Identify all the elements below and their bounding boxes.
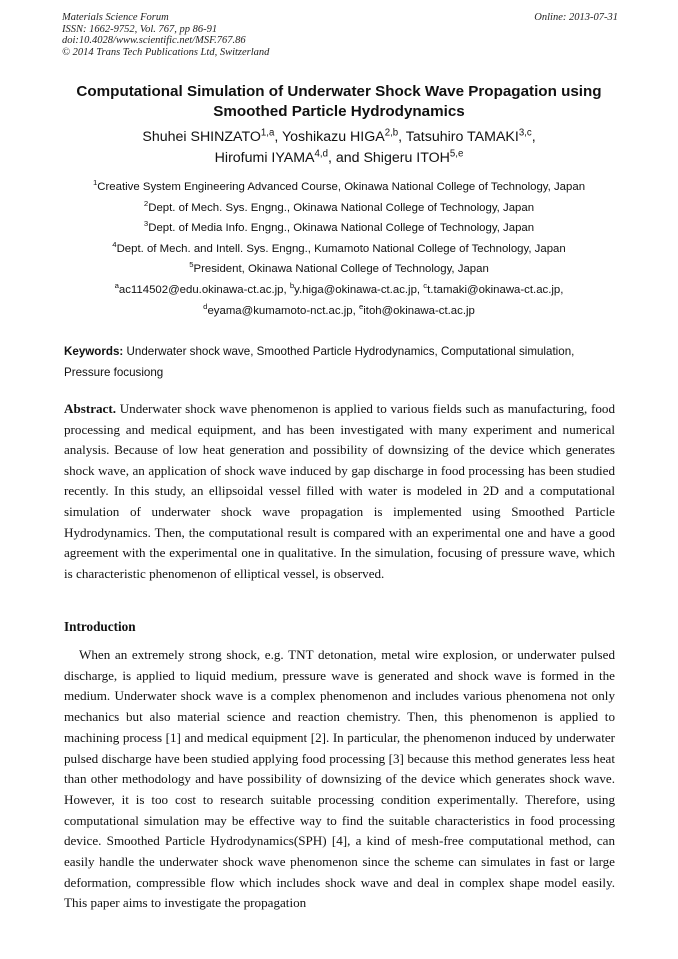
keywords-block [64, 342, 616, 383]
introduction-heading: Introduction [64, 619, 136, 634]
affiliation-text: President, Okinawa National College of Technology, Japan [193, 263, 489, 276]
abstract-label: Abstract. [64, 401, 116, 416]
journal-issn: ISSN: 1662-9752, Vol. 767, pp 86-91 [62, 23, 218, 35]
email-line-1 [40, 280, 638, 301]
author-name: Shigeru ITOH [363, 150, 450, 166]
affiliation-sup: 5 [189, 260, 194, 270]
title-line-1: Computational Simulation of Underwater Shock Wave Propagation using [76, 83, 602, 100]
email-address: ac114502@edu.okinawa-ct.ac.jp, [118, 283, 287, 296]
email-address: t.tamaki@okinawa-ct.ac.jp, [427, 283, 564, 296]
author-list [40, 127, 638, 169]
affiliation-sup: 2 [143, 198, 149, 208]
email-sup: c [423, 281, 428, 291]
email-sup: d [203, 301, 208, 311]
author-sup: 2,b [384, 127, 399, 139]
affiliation-text: Dept. of Mech. and Intell. Sys. Engng., Kumamoto National College of Technology, Japan [116, 242, 566, 255]
affiliation-text: Creative System Engineering Advanced Course, Okinawa National College of Technology, Japan [97, 181, 586, 193]
affiliation-sup: 3 [143, 219, 149, 229]
author-line-2: Hirofumi IYAMA$^{4,d}$, and Shigeru ITOH$^{5,e}$ [214, 148, 464, 166]
journal-header [62, 12, 618, 58]
author-name: Hirofumi IYAMA [214, 150, 315, 166]
affiliation-line [40, 239, 638, 260]
journal-name: Materials Science Forum [62, 12, 169, 23]
paper-title [40, 82, 638, 122]
abstract-text: Underwater shock wave phenomenon is applied to various fields such as manufacturing, food processing and medical equipment, and has been investigated with many experiment and numerical analysis. Because of low heat generation and possibility of downsizing of the device which generates shock wave, an application of shock wave induced by gap discharge in food processing has been studied recently. In this study, an ellipsoidal vessel filled with water is modeled in 2D and a computational simulation of underwater shock wave propagation is implemented using Smoothed Particle Hydrodynamics. Then, the computational result is compared with an experimental one and have a good agreement with the experimental one in qualitative. In the simulation, focusing of pressure wave, which is characteristic phenomenon of elliptical vessel, is observed. [64, 401, 615, 581]
affiliation-text: Dept. of Media Info. Engng., Okinawa National College of Technology, Japan [148, 222, 535, 235]
email-sup: b [289, 281, 295, 291]
email-sup: e [358, 301, 364, 311]
author-name: Shuhei SHINZATO [142, 129, 261, 145]
email-address: y.higa@okinawa-ct.ac.jp, [294, 283, 421, 296]
affiliation-text: Dept. of Mech. Sys. Engng., Okinawa National College of Technology, Japan [148, 201, 535, 214]
affiliation-line [40, 218, 638, 239]
affiliation-sup: 1 [92, 178, 98, 188]
affiliation-line [40, 259, 638, 280]
affiliation-sup: 4 [112, 239, 117, 249]
journal-copyright: © 2014 Trans Tech Publications Ltd, Switzerland [62, 46, 270, 58]
online-date: Online: 2013-07-31 [534, 12, 618, 23]
introduction-text: When an extremely strong shock, e.g. TNT detonation, metal wire explosion, or underwater pulsed discharge, is applied to liquid medium, pressure wave is generated and shock wave is formed in the medium. Underwater shock wave is a complex phenomenon and includes various phenomena not only mechanics but also material science and reaction chemistry. Then, this phenomenon is applied to machining process [1] and medical equipment [2]. In particular, the phenomenon induced by underwater pulsed discharge have been studied applying food processing [3] because this method generates less heat than other methodology and have possibility of downsizing of the device which generates shock wave. However, it is too cost to research suitable processing condition experimentally. Therefore, using computational simulation may be effective way to find the suitable characteristics in food processing device. Smoothed Particle Hydrodynamics(SPH) [4], a kind of mesh-free computational method, can easily handle the underwater shock wave phenomenon since the scheme can simulates in fast or large deformation, compressible flow which includes shock wave and deal in complex shape model easily. This paper aims to investigate the propagation [64, 647, 615, 911]
author-name: Tatsuhiro TAMAKI [405, 129, 519, 145]
author-sup: 5,e [449, 148, 464, 160]
journal-doi: doi:10.4028/www.scientific.net/MSF.767.86 [62, 35, 246, 47]
author-sup: 3,c [518, 127, 532, 139]
email-sup: a [114, 281, 119, 291]
email-line-2 [40, 301, 638, 322]
affiliation-line [40, 177, 638, 198]
email-address: eyama@kumamoto-nct.ac.jp, [207, 304, 356, 317]
affiliation-list [40, 177, 638, 321]
keywords-text: Underwater shock wave, Smoothed Particle Hydrodynamics, Computational simulation, Pressure focusiong [64, 345, 575, 379]
email-address: itoh@okinawa-ct.ac.jp [363, 304, 475, 317]
affiliation-line [40, 198, 638, 219]
abstract-block [64, 399, 615, 584]
author-name: Yoshikazu HIGA [281, 129, 385, 145]
title-line-2: Smoothed Particle Hydrodynamics [213, 103, 465, 120]
author-sup: 4,d [314, 148, 328, 160]
keywords-label: Keywords: [64, 345, 124, 358]
author-line-1: Shuhei SHINZATO$^{1,a}$, Yoshikazu HIGA$^{2,b}$, Tatsuhiro TAMAKI$^{3,c}$, [142, 127, 536, 145]
author-sup: 1,a [260, 127, 275, 139]
